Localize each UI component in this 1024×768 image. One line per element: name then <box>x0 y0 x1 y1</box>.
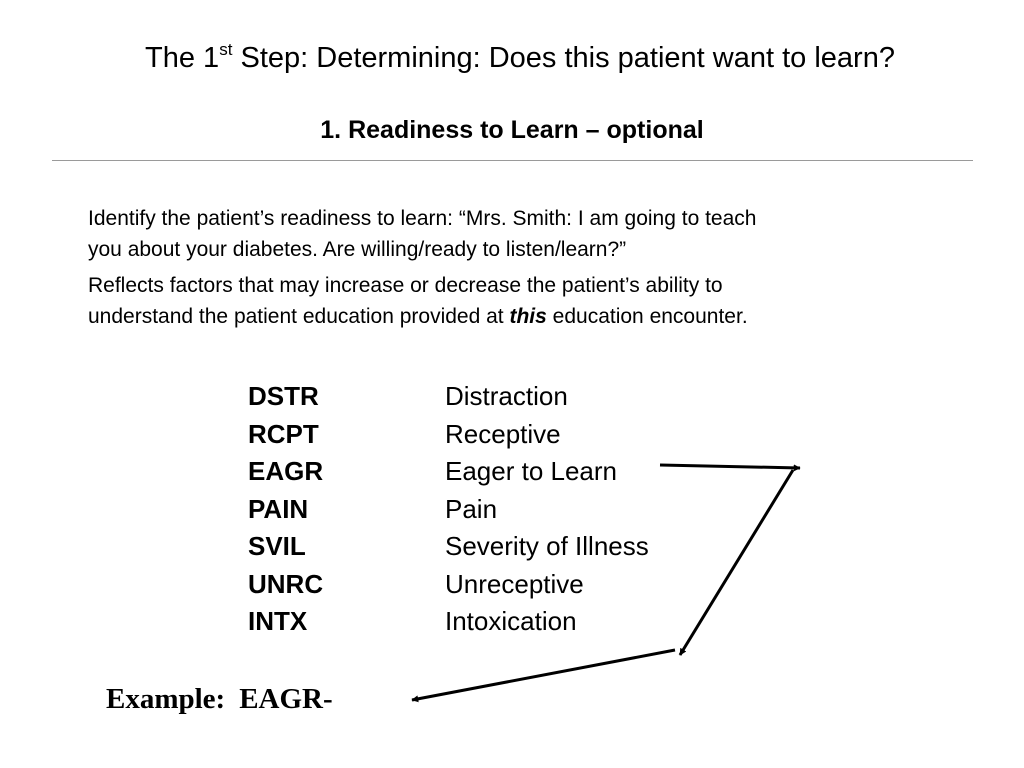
arrow-to-example <box>412 650 675 700</box>
paragraph-identify-line-1: Identify the patient’s readiness to learn: “Mrs. Smith: I am going to teach <box>88 207 757 230</box>
code-abbreviation: SVIL <box>248 531 306 561</box>
code-description: Eager to Learn <box>445 456 618 486</box>
code-description: Intoxication <box>445 606 577 636</box>
code-abbreviation: UNRC <box>248 568 324 599</box>
code-description: Severity of Illness <box>445 531 649 561</box>
code-abbreviation: EAGR <box>248 456 324 486</box>
title-prefix: The 1 <box>145 42 220 74</box>
title-suffix: Step: Determining: Does this patient want to learn? <box>232 42 895 74</box>
code-abbreviation: DSTR <box>248 381 319 411</box>
code-abbreviation: INTX <box>248 606 308 636</box>
paragraph-identify-line-2: you about your diabetes. Are willing/ready to listen/learn?” <box>88 238 627 261</box>
example-value: EAGR- <box>239 683 333 715</box>
arrow-diagonal-down <box>680 470 793 655</box>
paragraph-reflects-text: understand the patient education provided at <box>88 305 510 328</box>
code-abbreviation: RCPT <box>248 418 319 449</box>
paragraph-reflects-line-1: Reflects factors that may increase or decrease the patient’s ability to <box>88 274 723 297</box>
arrow-eagr-right <box>660 465 800 468</box>
title-superscript: st <box>219 40 233 59</box>
code-description: Pain <box>445 493 498 524</box>
code-abbreviation: PAIN <box>248 493 309 524</box>
emphasis-this: this <box>509 305 547 328</box>
code-description: Receptive <box>445 418 561 449</box>
code-description: Distraction <box>445 381 568 411</box>
code-description: Unreceptive <box>445 568 584 599</box>
slide-subtitle: 1. Readiness to Learn – optional <box>320 116 704 144</box>
paragraph-reflects-text-end: education encounter. <box>546 305 748 328</box>
example-label: Example: <box>106 683 226 715</box>
